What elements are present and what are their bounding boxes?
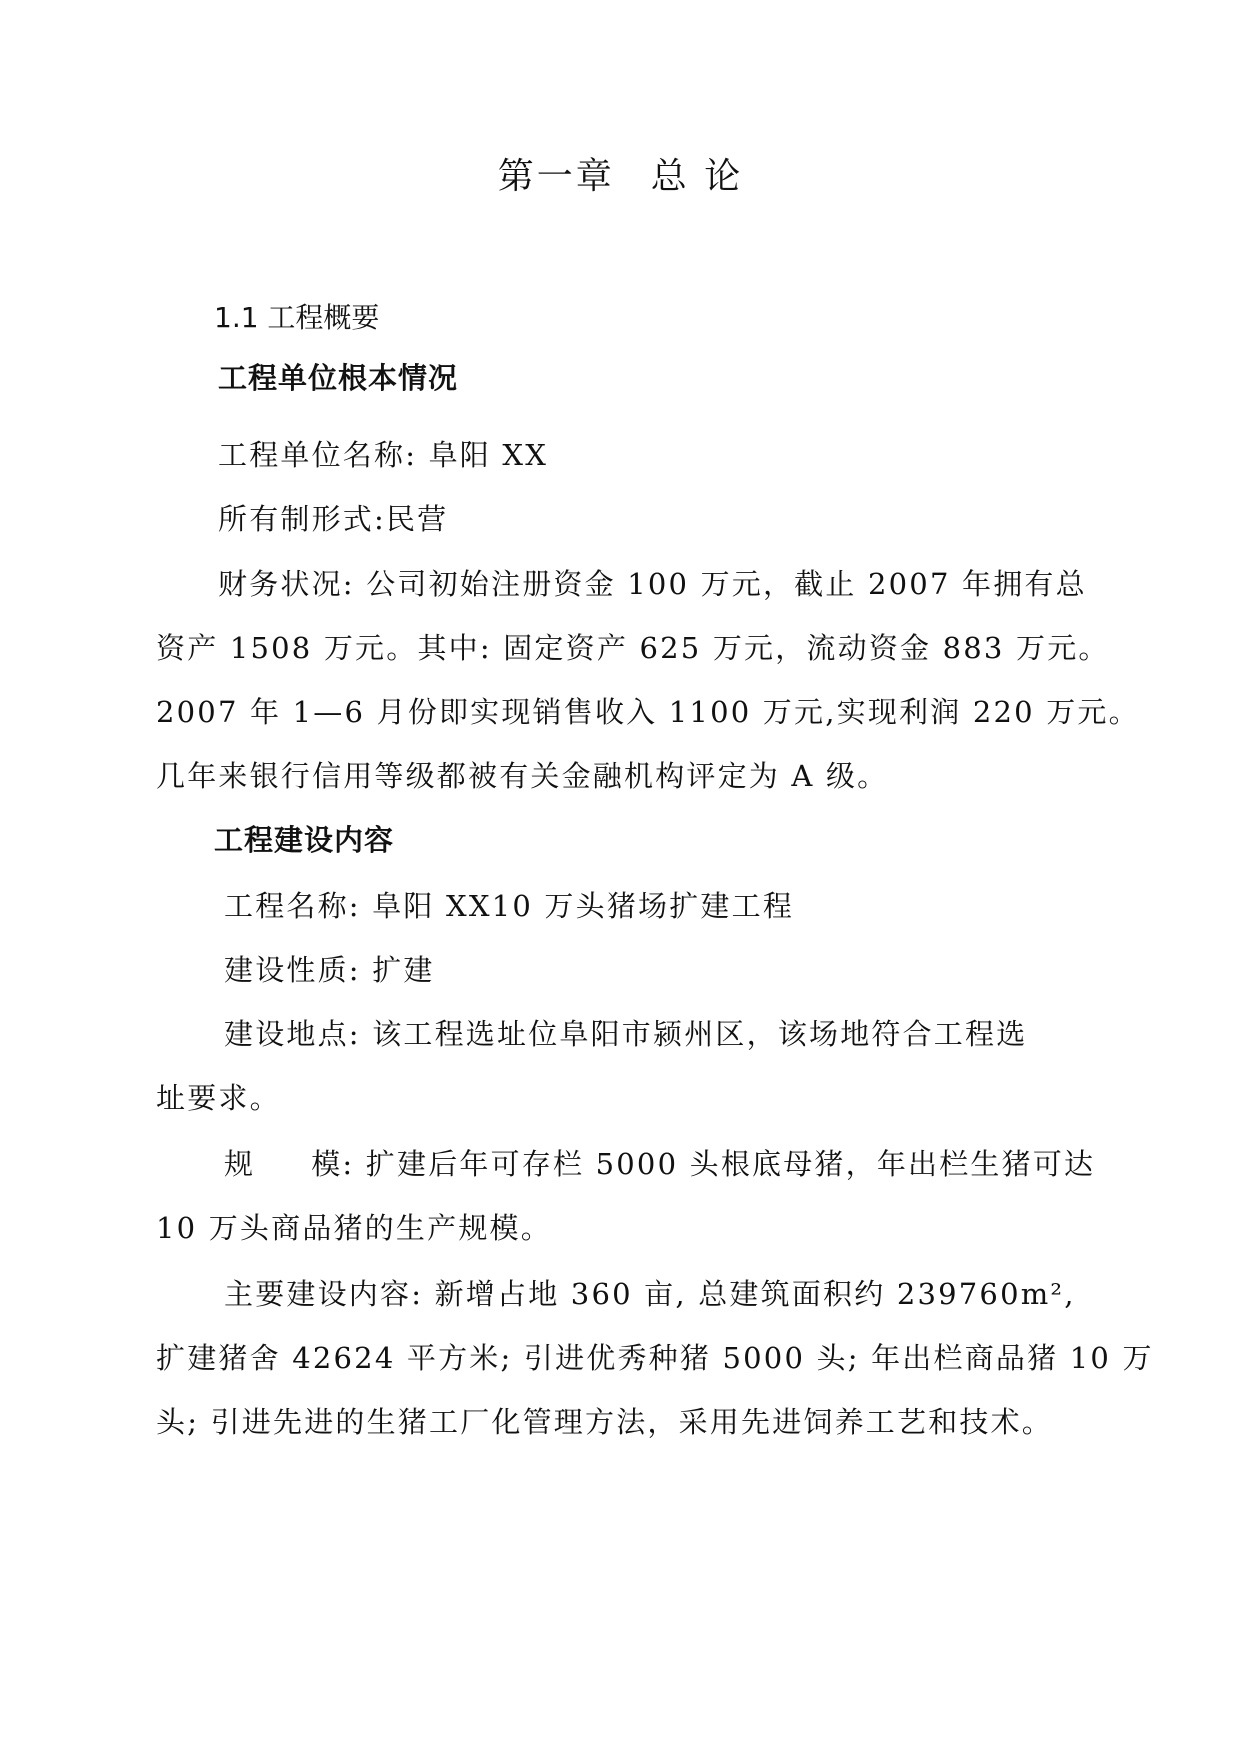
project-name-line: 工程名称: 阜阳 XX10 万头猪场扩建工程 — [224, 889, 795, 923]
unit-name-line: 工程单位名称: 阜阳 XX — [218, 438, 549, 472]
finance-line-4: 几年来银行信用等级都被有关金融机构评定为 A 级。 — [156, 759, 889, 793]
scale-label-b: 模: — [311, 1147, 355, 1181]
finance-line-1: 财务状况: 公司初始注册资金 100 万元，截止 2007 年拥有总 — [218, 567, 1087, 601]
content-line-1: 主要建设内容: 新增占地 360 亩, 总建筑面积约 239760m², — [224, 1277, 1076, 1311]
construction-heading: 工程建设内容 — [214, 823, 395, 857]
ownership-line: 所有制形式:民营 — [218, 502, 449, 536]
chapter-title — [0, 148, 1241, 199]
chapter-name: 总 论 — [650, 156, 744, 197]
nature-line: 建设性质: 扩建 — [224, 953, 435, 987]
location-line-1: 建设地点: 该工程选址位阜阳市颍州区，该场地符合工程选 — [224, 1017, 1028, 1051]
location-line-2: 址要求。 — [156, 1081, 281, 1115]
chapter-number: 第一章 — [497, 156, 615, 197]
scale-text: 扩建后年可存栏 5000 头根底母猪，年出栏生猪可达 — [365, 1147, 1096, 1181]
section-heading-1-1: 1.1 工程概要 — [214, 301, 380, 334]
finance-line-2: 资产 1508 万元。其中: 固定资产 625 万元，流动资金 883 万元。 — [156, 631, 1110, 665]
content-line-2: 扩建猪舍 42624 平方米; 引进优秀种猪 5000 头; 年出栏商品猪 10 万 — [156, 1341, 1154, 1375]
scale-line-1 — [224, 1142, 1095, 1183]
content-line-3: 头; 引进先进的生猪工厂化管理方法，采用先进饲养工艺和技术。 — [156, 1405, 1053, 1439]
finance-line-3: 2007 年 1—6 月份即实现销售收入 1100 万元,实现利润 220 万元。 — [156, 695, 1140, 729]
scale-label-a: 规 — [224, 1147, 256, 1181]
scale-line-2: 10 万头商品猪的生产规模。 — [156, 1211, 552, 1245]
unit-info-heading: 工程单位根本情况 — [218, 361, 459, 395]
